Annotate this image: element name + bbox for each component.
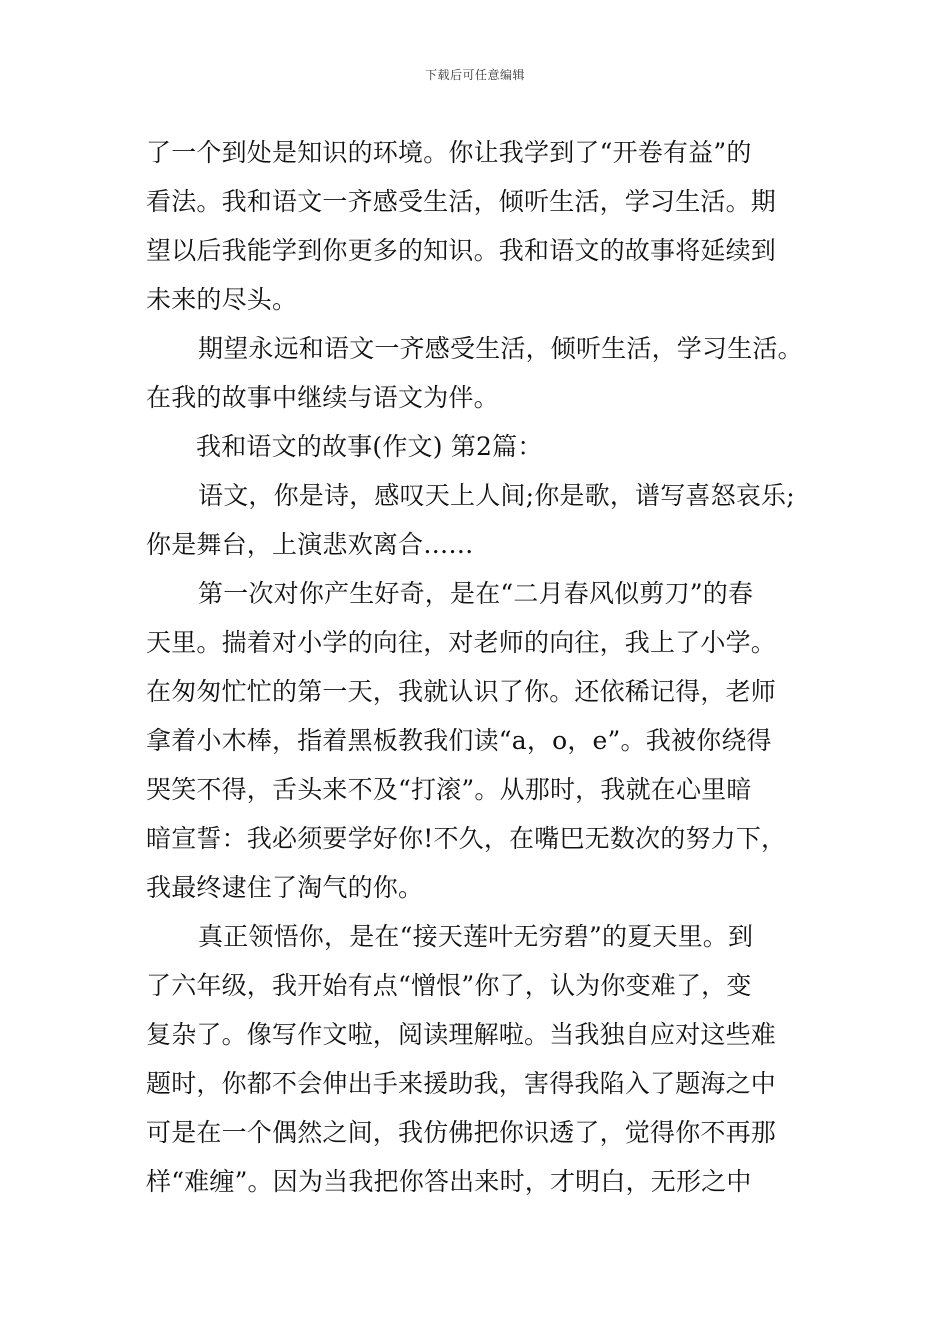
text-line: 复杂了。像写作文啦，阅读理解啦。当我独自应对这些难 — [146, 1020, 777, 1049]
section-heading: 我和语文的故事(作文) 第2篇： — [196, 432, 543, 461]
text-line: 望以后我能学到你更多的知识。我和语文的故事将延续到 — [146, 236, 777, 265]
paragraph-start-line: 真正领悟你，是在“接天莲叶无穷碧”的夏天里。到 — [198, 922, 754, 951]
text-line: 在匆匆忙忙的第一天，我就认识了你。还依稀记得，老师 — [146, 677, 777, 706]
paragraph-start-line: 语文，你是诗，感叹天上人间;你是歌，谱写喜怒哀乐; — [198, 481, 795, 510]
paragraph-start-line: 期望永远和语文一齐感受生活，倾听生活，学习生活。 — [198, 334, 803, 363]
text-line: 看法。我和语文一齐感受生活，倾听生活，学习生活。期 — [146, 187, 777, 216]
text-line: 暗宣誓：我必须要学好你!不久，在嘴巴无数次的努力下， — [146, 824, 787, 853]
text-line: 了一个到处是知识的环境。你让我学到了“开卷有益”的 — [146, 138, 752, 167]
text-line: 拿着小木棒，指着黑板教我们读“a，o，e”。我被你绕得 — [146, 726, 772, 755]
document-body — [146, 128, 826, 1206]
text-line: 样“难缠”。因为当我把你答出来时，才明白，无形之中 — [146, 1167, 752, 1196]
text-line: 了六年级，我开始有点“憎恨”你了，认为你变难了，变 — [146, 971, 752, 1000]
text-line: 我最终逮住了淘气的你。 — [146, 873, 424, 902]
paragraph-start-line: 第一次对你产生好奇，是在“二月春风似剪刀”的春 — [198, 579, 754, 608]
text-line: 天里。揣着对小学的向往，对老师的向往，我上了小学。 — [146, 628, 777, 657]
text-line: 题时，你都不会伸出手来援助我，害得我陷入了题海之中 — [146, 1069, 777, 1098]
text-line: 未来的尽头。 — [146, 285, 298, 314]
text-line: 哭笑不得，舌头来不及“打滚”。从那时，我就在心里暗 — [146, 775, 752, 804]
text-line: 你是舞台，上演悲欢离合…… — [146, 530, 474, 559]
text-line: 可是在一个偶然之间，我仿佛把你识透了，觉得你不再那 — [146, 1118, 777, 1147]
text-line: 在我的故事中继续与语文为伴。 — [146, 383, 499, 412]
page-header: 下载后可任意编辑 — [424, 68, 525, 82]
